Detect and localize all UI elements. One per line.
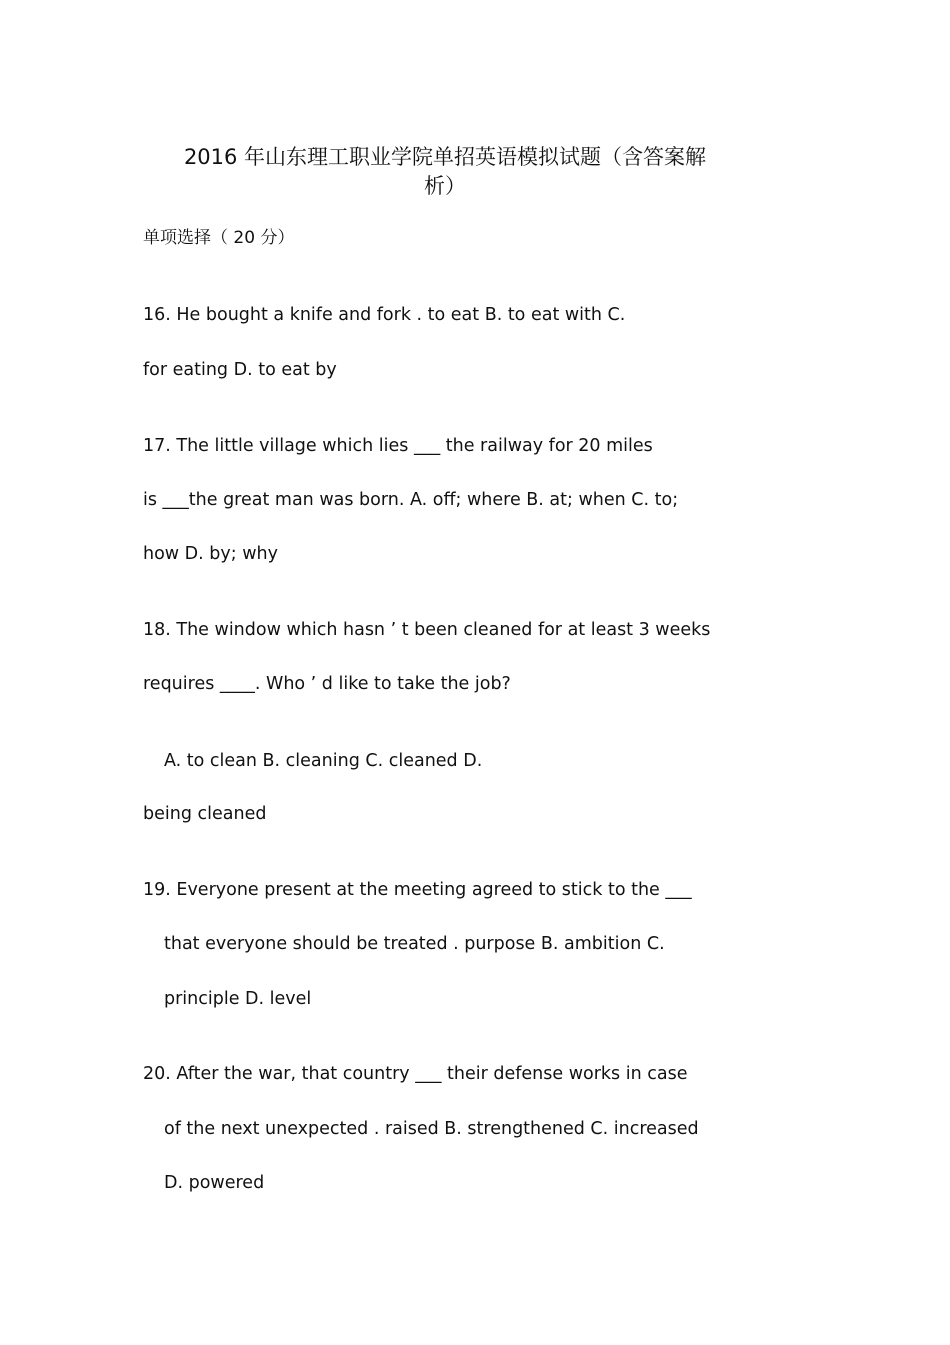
question-text-line: being cleaned (143, 804, 267, 824)
question-text-line: principle D. level (164, 989, 312, 1009)
question-options-line: A. to clean B. cleaning C. cleaned D. (164, 751, 483, 771)
section-heading: 单项选择（ 20 分） (143, 228, 295, 248)
question-text-line: 17. The little village which lies ___ the railway for 20 miles (143, 436, 653, 456)
question-text-line: 16. He bought a knife and fork . to eat B. to eat with C. (143, 305, 626, 325)
question-text-line: D. powered (164, 1173, 265, 1193)
question-text-line: for eating D. to eat by (143, 360, 337, 380)
document-title-line-2: 析） (424, 174, 466, 198)
question-text-line: is ___the great man was born. A. off; where B. at; when C. to; (143, 490, 679, 510)
question-text-line: that everyone should be treated . purpose B. ambition C. (164, 934, 665, 954)
document-title-line-1: 2016 年山东理工职业学院单招英语模拟试题（含答案解 (183, 145, 707, 169)
question-text-line: 18. The window which hasn ’ t been cleaned for at least 3 weeks (143, 620, 711, 640)
question-text-line: 19. Everyone present at the meeting agreed to stick to the ___ (143, 880, 692, 900)
question-text-line: of the next unexpected . raised B. strengthened C. increased (164, 1119, 699, 1139)
question-text-line: requires ____. Who ’ d like to take the job? (143, 674, 511, 694)
question-text-line: 20. After the war, that country ___ their defense works in case (143, 1064, 688, 1084)
question-text-line: how D. by; why (143, 544, 278, 564)
